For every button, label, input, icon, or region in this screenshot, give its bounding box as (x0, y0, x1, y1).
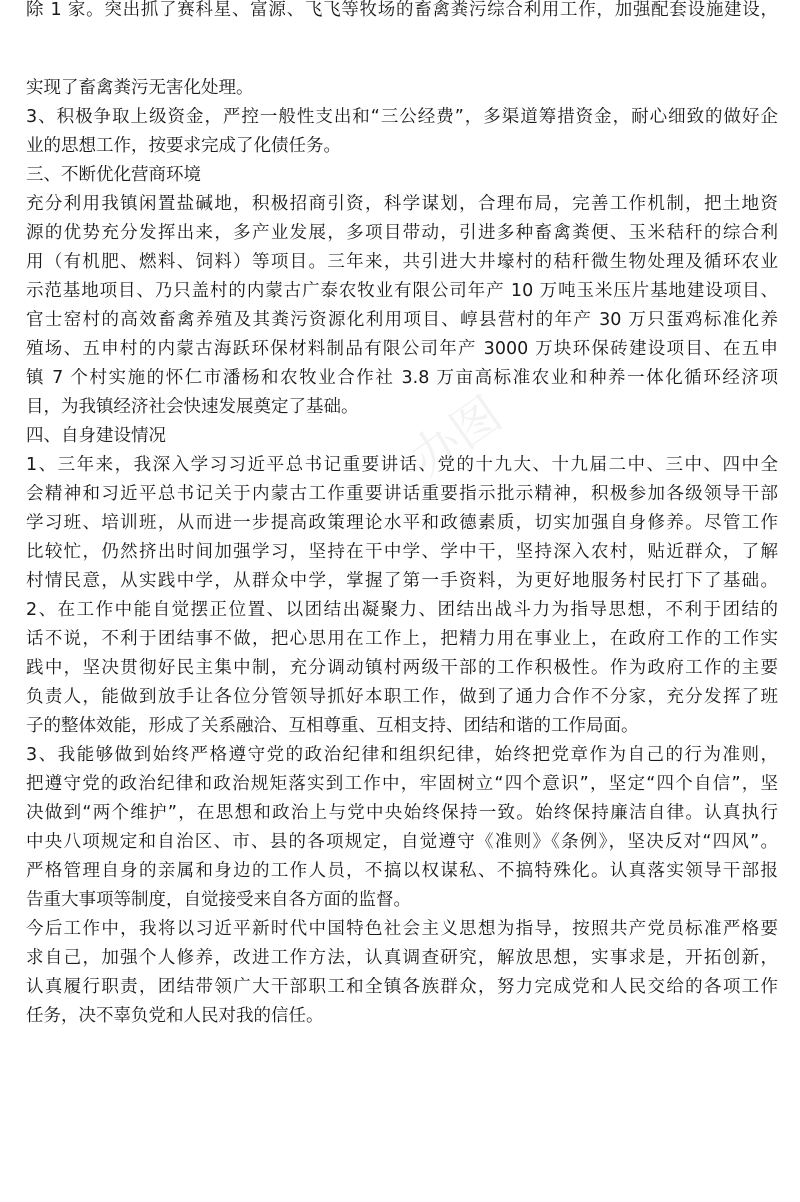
text-line: 中央八项规定和自治区、市、县的各项规定，自觉遵守《准则》《条例》，坚决反对“四风”。 (26, 832, 778, 852)
text-line: 践中，坚决贯彻好民主集中制，充分调动镇村两级干部的工作积极性。作为政府工作的主要 (26, 658, 778, 678)
text-line: 比较忙，仍然挤出时间加强学习，坚持在干中学、学中干，坚持深入农村，贴近群众，了解 (26, 542, 778, 562)
text-line: 今后工作中，我将以习近平新时代中国特色社会主义思想为指导，按照共产党员标准严格要 (26, 919, 778, 939)
text-line: 负责人，能做到放手让各位分管领导抓好本职工作，做到了通力合作不分家，充分发挥了班 (26, 687, 778, 707)
watermark-text: 办图 (401, 386, 512, 488)
text-line: 1、三年来，我深入学习习近平总书记重要讲话、党的十九大、十九届二中、三中、四中全 (26, 455, 778, 475)
text-line: 求自己，加强个人修养，改进工作方法，认真调查研究，解放思想，实事求是，开拓创新， (26, 948, 778, 968)
text-line: 话不说，不利于团结事不做，把心思用在工作上，把精力用在事业上，在政府工作的工作实 (26, 629, 778, 649)
text-line: 镇 7 个村实施的怀仁市潘杨和农牧业合作社 3.8 万亩高标准农业和种养一体化循环经济项 (26, 368, 778, 388)
text-line: 充分利用我镇闲置盐碱地，积极招商引资，科学谋划，合理布局，完善工作机制，把土地资 (26, 194, 778, 214)
text-line: 实现了畜禽粪污无害化处理。 (26, 78, 254, 98)
text-line: 3、积极争取上级资金，严控一般性支出和“三公经费”，多渠道筹措资金，耐心细致的做好企 (26, 107, 778, 127)
text-line: 学习班、培训班，从而进一步提高政策理论水平和政德素质，切实加强自身修养。尽管工作 (26, 513, 778, 533)
text-line: 殖场、五申村的内蒙古海跃环保材料制品有限公司年产 3000 万块环保砖建设项目、在五申 (26, 339, 778, 359)
text-line: 认真履行职责，团结带领广大干部职工和全镇各族群众，努力完成党和人民交给的各项工作 (26, 977, 778, 997)
text-line: 决做到“两个维护”，在思想和政治上与党中央始终保持一致。始终保持廉洁自律。认真执行 (26, 803, 778, 823)
section-heading: 四、自身建设情况 (26, 426, 166, 446)
text-line: 把遵守党的政治纪律和政治规矩落实到工作中，牢固树立“四个意识”，坚定“四个自信”，坚 (26, 774, 778, 794)
text-line: 任务，决不辜负党和人民对我的信任。 (26, 1006, 324, 1026)
text-line: 严格管理自身的亲属和身边的工作人员，不搞以权谋私、不搞特殊化。认真落实领导干部报 (26, 861, 778, 881)
text-line: 告重大事项等制度，自觉接受来自各方面的监督。 (26, 890, 411, 910)
text-line: 用（有机肥、燃料、饲料）等项目。三年来，共引进大井壕村的秸秆微生物处理及循环农业 (26, 252, 778, 272)
text-line: 3、我能够做到始终严格遵守党的政治纪律和组织纪律，始终把党章作为自己的行为准则， (26, 745, 778, 765)
text-line: 会精神和习近平总书记关于内蒙古工作重要讲话重要指示批示精神，积极参加各级领导干部 (26, 484, 778, 504)
text-line: 子的整体效能，形成了关系融洽、互相尊重、互相支持、团结和谐的工作局面。 (26, 716, 639, 736)
text-line: 官士窑村的高效畜禽养殖及其粪污资源化利用项目、崞县营村的年产 30 万只蛋鸡标准化养 (26, 310, 778, 330)
text-line: 源的优势充分发挥出来，多产业发展，多项目带动，引进多种畜禽粪便、玉米秸秆的综合利 (26, 223, 778, 243)
text-line: 目，为我镇经济社会快速发展奠定了基础。 (26, 397, 359, 417)
text-line: 业的思想工作，按要求完成了化债任务。 (26, 136, 341, 156)
text-line: 示范基地项目、乃只盖村的内蒙古广泰农牧业有限公司年产 10 万吨玉米压片基地建设项目、 (26, 281, 778, 301)
text-line: 村情民意，从实践中学，从群众中学，掌握了第一手资料，为更好地服务村民打下了基础。 (26, 571, 778, 591)
text-line: 2、在工作中能自觉摆正位置、以团结出凝聚力、团结出战斗力为指导思想，不利于团结的 (26, 600, 778, 620)
text-line: 除 1 家。突出抓了赛科星、富源、飞飞等牧场的畜禽粪污综合利用工作，加强配套设施建设， (26, 0, 778, 20)
section-heading: 三、不断优化营商环境 (26, 165, 201, 185)
